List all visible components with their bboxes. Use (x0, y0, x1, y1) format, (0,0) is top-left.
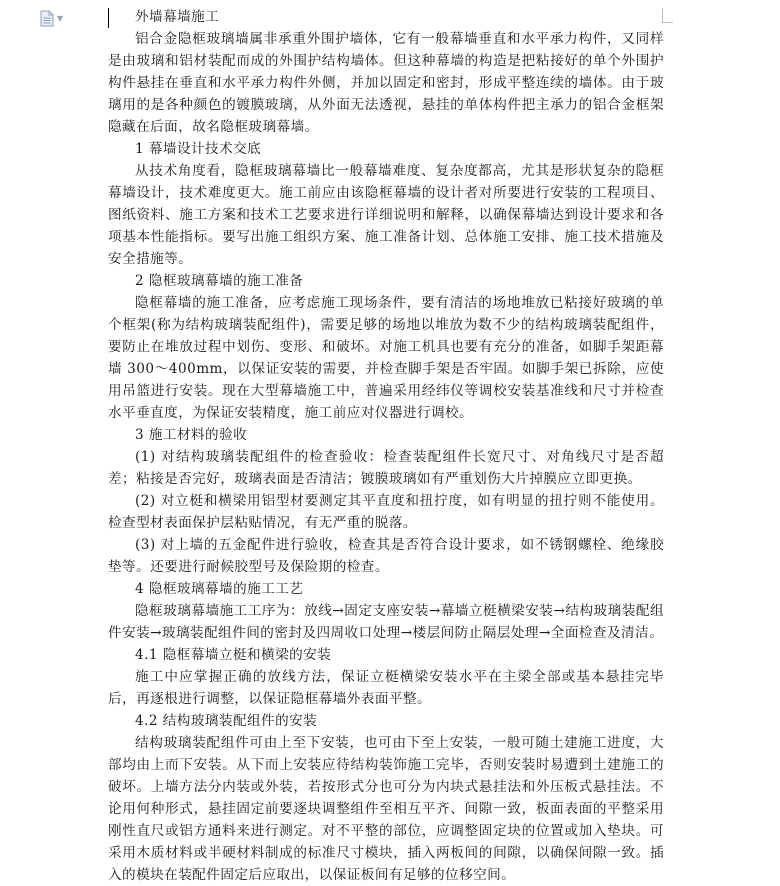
document-title: 外墙幕墙施工 (135, 9, 220, 25)
chevron-down-icon: ▼ (57, 13, 64, 23)
section-heading-4-2: 4.2 结构玻璃装配组件的安装 (135, 713, 318, 729)
section-heading-4-1: 4.1 隐框幕墙立梃和横梁的安装 (135, 647, 332, 663)
paragraph-2: 隐框幕墙的施工准备，应考虑施工现场条件，要有清洁的场地堆放已粘接好玻璃的单个框架(称为结构玻璃装配组件)，需要足够的场地以堆放为数不少的结构玻璃装配组件，要防止在堆放过程中划伤、变形、和破坏。对施工机具也要有充分的准备，如脚手架距幕墙 300～400mm，以保证安装的需要，并检查脚手架是否牢固。如脚手架已拆除，应使用吊篮进行安装。现在大型幕墙施工中，普遍采用经纬仪等调校安装基准线和尺寸并检查水平垂直度，为保证安装精度，施工前应对仪器进行调校。 (108, 295, 664, 421)
section-heading-2: 2 隐框玻璃幕墙的施工准备 (135, 273, 304, 289)
paragraph-intro: 铝合金隐框玻璃墙属非承重外围护墙体，它有一般幕墙垂直和水平承力构件，又同样是由玻璃和铝材装配而成的外围护结构墙体。但这种幕墙的构造是把粘接好的单个外围护构件悬挂在垂直和水平承力构件外侧，并加以固定和密封，形成平整连续的墙体。由于玻璃用的是各种颜色的镀膜玻璃，从外面无法透视，悬挂的单体构件把主承力的铝合金框架隐藏在后面，故名隐框玻璃幕墙。 (108, 31, 664, 135)
paragraph-1: 从技术角度看，隐框玻璃幕墙比一般幕墙难度、复杂度都高，尤其是形状复杂的隐框幕墙设计，技术难度更大。施工前应由该隐框幕墙的设计者对所要进行安装的工程项目、图纸资料、施工方案和技术工艺要求进行详细说明和解释，以确保幕墙达到设计要求和各项基本性能指标。要写出施工组织方案、施工准备计划、总体施工安排、施工技术措施及安全措施等。 (108, 163, 664, 267)
paragraph-3-1: (1) 对结构玻璃装配组件的检查验收：检查装配组件长宽尺寸、对角线尺寸是否超差；粘接是否完好，玻璃表面是否清洁；镀膜玻璃如有严重划伤大片掉膜应立即更换。 (108, 449, 664, 487)
paragraph-3-2: (2) 对立梃和横梁用铝型材要测定其平直度和扭拧度，如有明显的扭拧则不能使用。检查型材表面保护层粘贴情况，有无严重的脱落。 (108, 493, 664, 531)
document-menu-button[interactable] (40, 9, 70, 27)
paragraph-4-2: 结构玻璃装配组件可由上至下安装，也可由下至上安装，一般可随土建施工进度，大部均由上而下安装。从下而上安装应待结构装饰施工完毕，否则安装时易遭到土建施工的破坏。上墙方法分内装或外装，若按形式分也可分为内块式悬挂法和外压板式悬挂法。不论用何种形式，悬挂固定前要逐块调整组件至相互平齐、间隙一致，板面表面的平整采用刚性直尺或铝方通料来进行测定。对不平整的部位，应调整固定块的位置或加入垫块。可采用木质材料或半硬材料制成的标准尺寸模块，插入两板间的间隙，以确保间隙一致。插入的模块在装配件固定后应取出，以保证板间有足够的位移空间。 (108, 735, 664, 883)
section-heading-4: 4 隐框玻璃幕墙的施工工艺 (135, 581, 304, 597)
document-icon (40, 10, 54, 27)
section-heading-3: 3 施工材料的验收 (135, 427, 248, 443)
paragraph-4-1: 施工中应掌握正确的放线方法，保证立梃横梁安装水平在主梁全部或基本悬挂完毕后，再逐根进行调整，以保证隐框幕墙外表面平整。 (108, 669, 664, 707)
paragraph-3-3: (3) 对上墙的五金配件进行验收，检查其是否符合设计要求，如不锈钢螺栓、绝缘胶垫等。还要进行耐候胶型号及保险期的检查。 (108, 537, 664, 575)
paragraph-4: 隐框玻璃幕墙施工工序为：放线→固定支座安装→幕墙立梃横梁安装→结构玻璃装配组件安装→玻璃装配组件间的密封及四周收口处理→楼层间防止隔层处理→全面检查及清洁。 (108, 603, 664, 641)
document-page[interactable] (108, 6, 664, 886)
section-heading-1: 1 幕墙设计技术交底 (135, 141, 262, 157)
